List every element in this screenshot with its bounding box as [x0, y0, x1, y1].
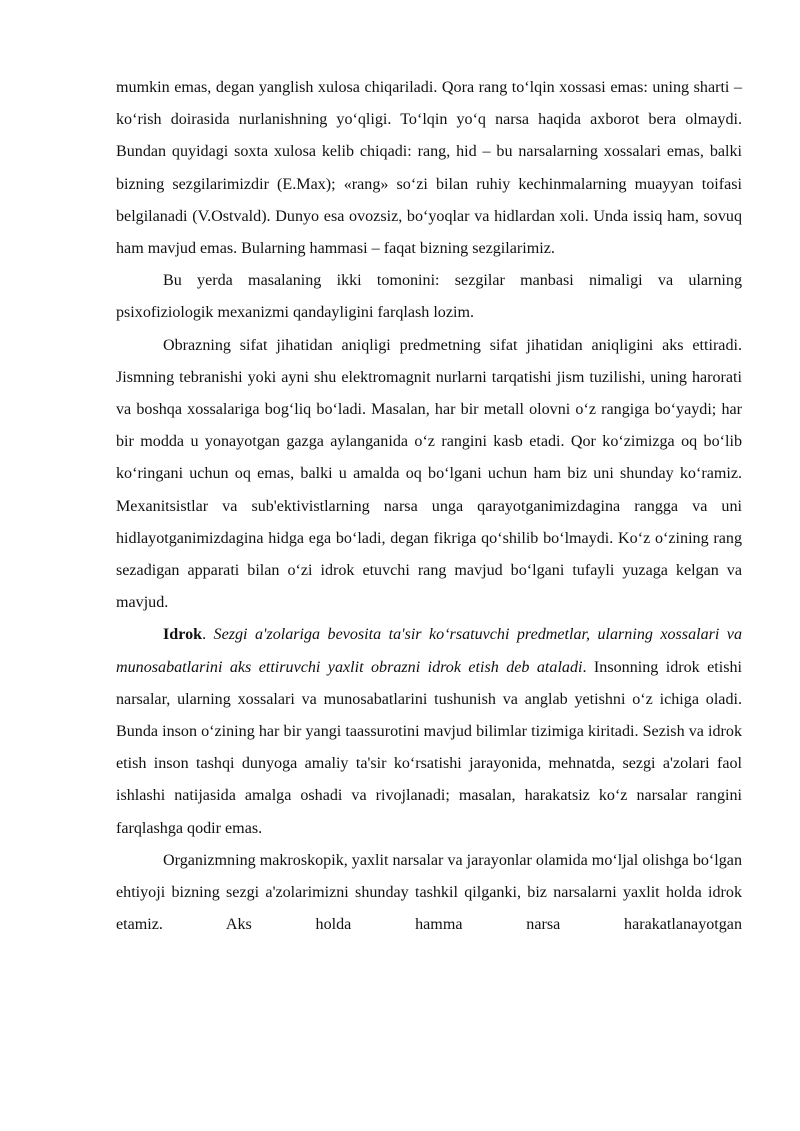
paragraph-4-body: . Insonning idrok etishi narsalar, ularning xossalari va munosabatlarini tushunish va anglab yetishni o‘z ichiga oladi. Bunda inson o‘zining har bir yangi taassurotini mavjud bilimlar tizimiga kiritadi. Sezish va idrok etish inson tashqi dunyoga amaliy ta'sir ko‘rsatishi jarayonida, mehnatda, sezgi a'zolari faol ishlashi natijasida amalga oshadi va rivojlanadi; masalan, harakatsiz ko‘z narsalar rangini farqlashga qodir emas. [116, 658, 742, 837]
document-page [116, 72, 742, 941]
paragraph-4-definition [116, 619, 742, 844]
definition-text: Sezgi a'zolariga bevosita ta'sir ko‘rsatuvchi predmetlar, ularning xossalari va munosabatlarini aks ettiruvchi yaxlit obrazni idrok etish deb ataladi [116, 626, 742, 676]
paragraph-5: Organizmning makroskopik, yaxlit narsalar va jarayonlar olamida mo‘ljal olishga bo‘lgan ehtiyoji bizning sezgi a'zolarimizni shunday tashkil qilganki, biz narsalarni yaxlit holda idrok etamiz. Aks holda hamma narsa harakatlanayotgan [116, 851, 742, 934]
paragraph-1: mumkin emas, degan yanglish xulosa chiqariladi. Qora rang to‘lqin xossasi emas: uning sharti – ko‘rish doirasida nurlanishning yo‘qligi. To‘lqin yo‘q narsa haqida axborot bera olmaydi. Bundan quyidagi soxta xulosa kelib chiqadi: rang, hid – bu narsalarning xossalari emas, balki bizning sezgilarimizdir (E.Max); «rang» so‘zi bilan ruhiy kechinmalarning muayyan toifasi belgilanadi (V.Ostvald). Dunyo esa ovozsiz, bo‘yoqlar va hidlardan xoli. Unda issiq ham, sovuq ham mavjud emas. Bularning hammasi – faqat bizning sezgilarimiz. [116, 79, 742, 258]
term-punctuation: . [202, 626, 214, 644]
paragraph-2: Bu yerda masalaning ikki tomonini: sezgilar manbasi nimaligi va ularning psixofiziologik mexanizmi qandayligini farqlash lozim. [116, 272, 742, 322]
paragraph-3: Obrazning sifat jihatidan aniqligi predmetning sifat jihatidan aniqligini aks ettiradi. Jismning tebranishi yoki ayni shu elektromagnit nurlarni tarqatishi jism tuzilishi, uning harorati va boshqa xossalariga bog‘liq bo‘ladi. Masalan, har bir metall olovni o‘z rangiga bo‘yaydi; har bir modda u yonayotgan gazga aylanganida o‘z rangini kasb etadi. Qor ko‘zimizga oq bo‘lib ko‘ringani uchun oq emas, balki u amalda oq bo‘lgani uchun ham biz uni shunday ko‘ramiz. Mexanitsistlar va sub'ektivistlarning narsa unga qarayotganimizdagina rangga va uni hidlayotganimizdagina hidga ega bo‘ladi, degan fikriga qo‘shilib bo‘lmaydi. Ko‘z o‘zining rang sezadigan apparati bilan o‘zi idrok etuvchi rang mavjud bo‘lgani tufayli yuzaga kelgan va mavjud. [116, 336, 742, 612]
term-idrok: Idrok [163, 626, 203, 644]
